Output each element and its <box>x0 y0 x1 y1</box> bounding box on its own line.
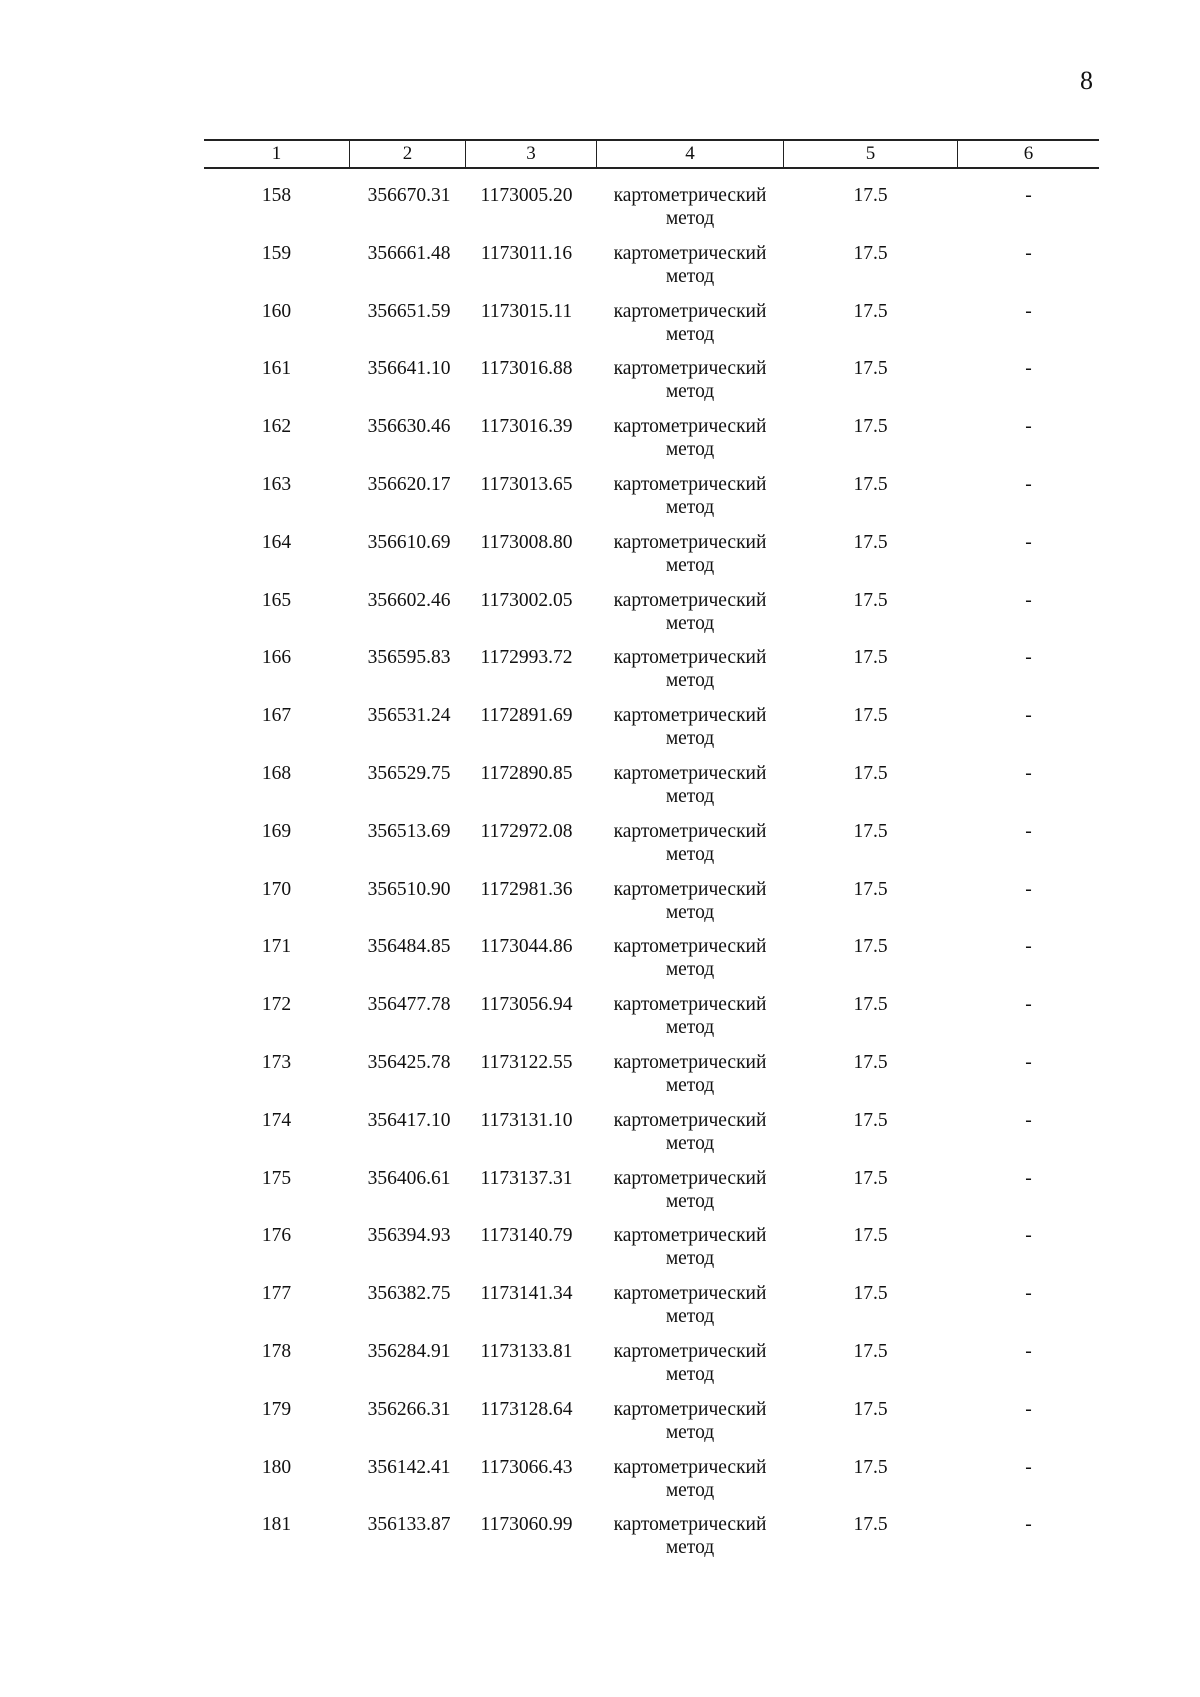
y-coordinate-cell: 1172890.85 <box>480 762 573 784</box>
note-cell: - <box>1025 185 1032 206</box>
x-coordinate-cell: 356595.83 <box>367 647 451 669</box>
table-row <box>204 820 1099 878</box>
note-cell: - <box>1025 242 1032 264</box>
method-cell <box>597 300 783 346</box>
point-number-cell: 176 <box>261 1225 292 1247</box>
accuracy-cell: 17.5 <box>853 994 888 1016</box>
method-line-2: метод <box>665 670 715 692</box>
method-cell <box>597 1167 783 1213</box>
method-line-2: метод <box>665 1017 715 1039</box>
x-coordinate-cell: 356651.59 <box>367 300 451 322</box>
method-line-2: метод <box>665 1074 715 1096</box>
note-cell: - <box>1025 1398 1032 1420</box>
method-line-1: картометрический <box>613 1283 767 1305</box>
x-coordinate-cell: 356406.61 <box>367 1167 451 1189</box>
method-cell <box>597 646 783 692</box>
accuracy-cell: 17.5 <box>853 531 888 553</box>
method-line-1: картометрический <box>613 473 767 495</box>
method-cell <box>597 1398 783 1444</box>
note-cell: - <box>1025 416 1032 438</box>
table-body <box>204 184 1099 1571</box>
accuracy-cell: 17.5 <box>853 242 888 264</box>
y-coordinate-cell: 1173140.79 <box>480 1225 573 1247</box>
x-coordinate-cell: 356284.91 <box>367 1340 451 1362</box>
method-cell <box>597 1224 783 1270</box>
x-coordinate-cell: 356484.85 <box>367 936 451 958</box>
table-row <box>204 300 1099 358</box>
note-cell: - <box>1025 531 1032 553</box>
method-line-1: картометрический <box>613 705 767 727</box>
table-row <box>204 357 1099 415</box>
x-coordinate-cell: 356382.75 <box>367 1283 451 1305</box>
x-coordinate-cell: 356425.78 <box>367 1051 451 1073</box>
y-coordinate-cell: 1173044.86 <box>480 936 573 958</box>
note-cell: - <box>1025 473 1032 495</box>
x-coordinate-cell: 356417.10 <box>367 1109 451 1131</box>
accuracy-cell: 17.5 <box>853 358 888 380</box>
accuracy-cell: 17.5 <box>853 1225 888 1247</box>
y-coordinate-cell: 1172891.69 <box>480 705 573 727</box>
x-coordinate-cell: 356610.69 <box>367 531 451 553</box>
point-number-cell: 160 <box>261 300 292 322</box>
point-number-cell: 158 <box>261 185 292 206</box>
coordinates-table <box>204 139 1099 1571</box>
method-cell <box>597 878 783 924</box>
y-coordinate-cell: 1173133.81 <box>480 1340 573 1362</box>
header-col-4: 4 <box>685 143 695 164</box>
method-line-1: картометрический <box>613 1340 767 1362</box>
point-number-cell: 167 <box>261 705 292 727</box>
y-coordinate-cell: 1173060.99 <box>480 1514 573 1536</box>
y-coordinate-cell: 1173016.39 <box>480 416 573 438</box>
point-number-cell: 173 <box>261 1051 292 1073</box>
table-row <box>204 762 1099 820</box>
table-row <box>204 935 1099 993</box>
table-row <box>204 993 1099 1051</box>
x-coordinate-cell: 356661.48 <box>367 242 451 264</box>
method-line-2: метод <box>665 323 715 345</box>
method-cell <box>597 415 783 461</box>
accuracy-cell: 17.5 <box>853 1340 888 1362</box>
y-coordinate-cell: 1172981.36 <box>480 878 573 900</box>
header-col-3: 3 <box>526 143 536 164</box>
table-header <box>204 139 1099 169</box>
method-line-2: метод <box>665 1421 715 1443</box>
method-cell <box>597 1051 783 1097</box>
table-row <box>204 704 1099 762</box>
method-cell <box>597 242 783 288</box>
method-line-2: метод <box>665 1190 715 1212</box>
method-line-2: метод <box>665 439 715 461</box>
method-cell <box>597 184 783 230</box>
method-line-1: картометрический <box>613 242 767 264</box>
table-row <box>204 1224 1099 1282</box>
accuracy-cell: 17.5 <box>853 936 888 958</box>
point-number-cell: 164 <box>261 531 292 553</box>
accuracy-cell: 17.5 <box>853 416 888 438</box>
x-coordinate-cell: 356513.69 <box>367 820 451 842</box>
header-col-5: 5 <box>865 143 876 164</box>
table-row <box>204 1456 1099 1514</box>
method-line-1: картометрический <box>613 300 767 322</box>
point-number-cell: 169 <box>261 820 292 842</box>
method-line-1: картометрический <box>613 358 767 380</box>
method-line-1: картометрический <box>613 1109 767 1131</box>
y-coordinate-cell: 1172993.72 <box>480 647 573 669</box>
method-line-2: метод <box>665 959 715 981</box>
x-coordinate-cell: 356670.31 <box>367 185 451 206</box>
table-row <box>204 415 1099 473</box>
method-line-2: метод <box>665 901 715 923</box>
method-cell <box>597 1340 783 1386</box>
method-line-2: метод <box>665 381 715 403</box>
note-cell: - <box>1025 300 1032 322</box>
y-coordinate-cell: 1173011.16 <box>480 242 573 264</box>
note-cell: - <box>1025 762 1032 784</box>
method-line-1: картометрический <box>613 1167 767 1189</box>
table-row <box>204 646 1099 704</box>
table-row <box>204 1513 1099 1571</box>
y-coordinate-cell: 1173002.05 <box>480 589 573 611</box>
accuracy-cell: 17.5 <box>853 1514 888 1536</box>
point-number-cell: 168 <box>261 762 292 784</box>
method-cell <box>597 1456 783 1502</box>
point-number-cell: 178 <box>261 1340 292 1362</box>
x-coordinate-cell: 356477.78 <box>367 994 451 1016</box>
accuracy-cell: 17.5 <box>853 1109 888 1131</box>
note-cell: - <box>1025 994 1032 1016</box>
point-number-cell: 179 <box>261 1398 292 1420</box>
note-cell: - <box>1025 1283 1032 1305</box>
page-number: 8 <box>1080 66 1093 95</box>
x-coordinate-cell: 356394.93 <box>367 1225 451 1247</box>
table-row <box>204 878 1099 936</box>
x-coordinate-cell: 356602.46 <box>367 589 451 611</box>
x-coordinate-cell: 356529.75 <box>367 762 451 784</box>
method-line-2: метод <box>665 554 715 576</box>
method-line-2: метод <box>665 1132 715 1154</box>
method-line-2: метод <box>665 496 715 518</box>
accuracy-cell: 17.5 <box>853 1283 888 1305</box>
method-line-1: картометрический <box>613 589 767 611</box>
y-coordinate-cell: 1172972.08 <box>480 820 573 842</box>
method-line-1: картометрический <box>613 416 767 438</box>
point-number-cell: 165 <box>261 589 292 611</box>
method-line-2: метод <box>665 728 715 750</box>
method-line-2: метод <box>665 1248 715 1270</box>
accuracy-cell: 17.5 <box>853 1167 888 1189</box>
table-row <box>204 1167 1099 1225</box>
method-line-2: метод <box>665 1479 715 1501</box>
method-line-2: метод <box>665 612 715 634</box>
method-cell <box>597 762 783 808</box>
point-number-cell: 177 <box>261 1283 292 1305</box>
method-line-1: картометрический <box>613 1225 767 1247</box>
y-coordinate-cell: 1173016.88 <box>480 358 573 380</box>
x-coordinate-cell: 356510.90 <box>367 878 451 900</box>
method-line-1: картометрический <box>613 1051 767 1073</box>
accuracy-cell: 17.5 <box>853 705 888 727</box>
table-row <box>204 1398 1099 1456</box>
point-number-cell: 180 <box>261 1456 292 1478</box>
note-cell: - <box>1025 705 1032 727</box>
method-line-2: метод <box>665 785 715 807</box>
x-coordinate-cell: 356630.46 <box>367 416 451 438</box>
point-number-cell: 161 <box>261 358 292 380</box>
method-cell <box>597 531 783 577</box>
x-coordinate-cell: 356266.31 <box>367 1398 451 1420</box>
method-cell <box>597 1513 783 1559</box>
method-line-2: метод <box>665 1537 715 1559</box>
table-row <box>204 184 1099 242</box>
method-line-1: картометрический <box>613 1398 767 1420</box>
table-row <box>204 242 1099 300</box>
table-row <box>204 589 1099 647</box>
x-coordinate-cell: 356620.17 <box>367 473 451 495</box>
method-line-1: картометрический <box>613 936 767 958</box>
method-line-2: метод <box>665 1363 715 1385</box>
table-row <box>204 473 1099 531</box>
note-cell: - <box>1025 358 1032 380</box>
header-col-1: 1 <box>271 143 282 164</box>
accuracy-cell: 17.5 <box>853 1051 888 1073</box>
y-coordinate-cell: 1173128.64 <box>480 1398 573 1420</box>
y-coordinate-cell: 1173122.55 <box>480 1051 573 1073</box>
method-line-1: картометрический <box>613 1456 767 1478</box>
accuracy-cell: 17.5 <box>853 300 888 322</box>
table-row <box>204 531 1099 589</box>
note-cell: - <box>1025 1514 1032 1536</box>
method-line-1: картометрический <box>613 878 767 900</box>
note-cell: - <box>1025 1109 1032 1131</box>
note-cell: - <box>1025 1225 1032 1247</box>
method-cell <box>597 1109 783 1155</box>
note-cell: - <box>1025 647 1032 669</box>
table-row <box>204 1282 1099 1340</box>
accuracy-cell: 17.5 <box>853 647 888 669</box>
y-coordinate-cell: 1173131.10 <box>480 1109 573 1131</box>
accuracy-cell: 17.5 <box>853 1398 888 1420</box>
method-line-1: картометрический <box>613 1514 767 1536</box>
x-coordinate-cell: 356142.41 <box>367 1456 451 1478</box>
y-coordinate-cell: 1173005.20 <box>480 185 573 206</box>
note-cell: - <box>1025 1167 1032 1189</box>
point-number-cell: 170 <box>261 878 292 900</box>
y-coordinate-cell: 1173066.43 <box>480 1456 573 1478</box>
y-coordinate-cell: 1173015.11 <box>480 300 573 322</box>
y-coordinate-cell: 1173008.80 <box>480 531 573 553</box>
x-coordinate-cell: 356133.87 <box>367 1514 451 1536</box>
point-number-cell: 172 <box>261 994 292 1016</box>
point-number-cell: 181 <box>261 1514 292 1536</box>
method-cell <box>597 935 783 981</box>
method-cell <box>597 589 783 635</box>
table-row <box>204 1051 1099 1109</box>
point-number-cell: 175 <box>261 1167 292 1189</box>
method-cell <box>597 1282 783 1328</box>
note-cell: - <box>1025 589 1032 611</box>
method-line-1: картометрический <box>613 762 767 784</box>
accuracy-cell: 17.5 <box>853 762 888 784</box>
note-cell: - <box>1025 1456 1032 1478</box>
method-cell <box>597 357 783 403</box>
method-line-1: картометрический <box>613 994 767 1016</box>
accuracy-cell: 17.5 <box>853 589 888 611</box>
accuracy-cell: 17.5 <box>853 878 888 900</box>
accuracy-cell: 17.5 <box>853 185 888 206</box>
note-cell: - <box>1025 1340 1032 1362</box>
note-cell: - <box>1025 820 1032 842</box>
header-col-2: 2 <box>402 143 413 164</box>
header-col-6: 6 <box>1023 143 1034 164</box>
point-number-cell: 159 <box>261 242 292 264</box>
method-cell <box>597 820 783 866</box>
method-cell <box>597 704 783 750</box>
y-coordinate-cell: 1173013.65 <box>480 473 573 495</box>
method-line-2: метод <box>665 265 715 287</box>
accuracy-cell: 17.5 <box>853 820 888 842</box>
method-line-1: картометрический <box>613 531 767 553</box>
x-coordinate-cell: 356641.10 <box>367 358 451 380</box>
method-line-1: картометрический <box>613 820 767 842</box>
x-coordinate-cell: 356531.24 <box>367 705 451 727</box>
method-line-2: метод <box>665 1306 715 1328</box>
table-row <box>204 1340 1099 1398</box>
point-number-cell: 166 <box>261 647 292 669</box>
accuracy-cell: 17.5 <box>853 1456 888 1478</box>
point-number-cell: 174 <box>261 1109 292 1131</box>
note-cell: - <box>1025 878 1032 900</box>
note-cell: - <box>1025 936 1032 958</box>
y-coordinate-cell: 1173141.34 <box>480 1283 573 1305</box>
table-row <box>204 1109 1099 1167</box>
point-number-cell: 163 <box>261 473 292 495</box>
note-cell: - <box>1025 1051 1032 1073</box>
method-cell <box>597 473 783 519</box>
y-coordinate-cell: 1173056.94 <box>480 994 573 1016</box>
point-number-cell: 171 <box>261 936 292 958</box>
accuracy-cell: 17.5 <box>853 473 888 495</box>
y-coordinate-cell: 1173137.31 <box>480 1167 573 1189</box>
method-cell <box>597 993 783 1039</box>
method-line-1: картометрический <box>613 647 767 669</box>
point-number-cell: 162 <box>261 416 292 438</box>
method-line-2: метод <box>665 208 715 229</box>
method-line-1: картометрический <box>613 185 767 206</box>
method-line-2: метод <box>665 843 715 865</box>
